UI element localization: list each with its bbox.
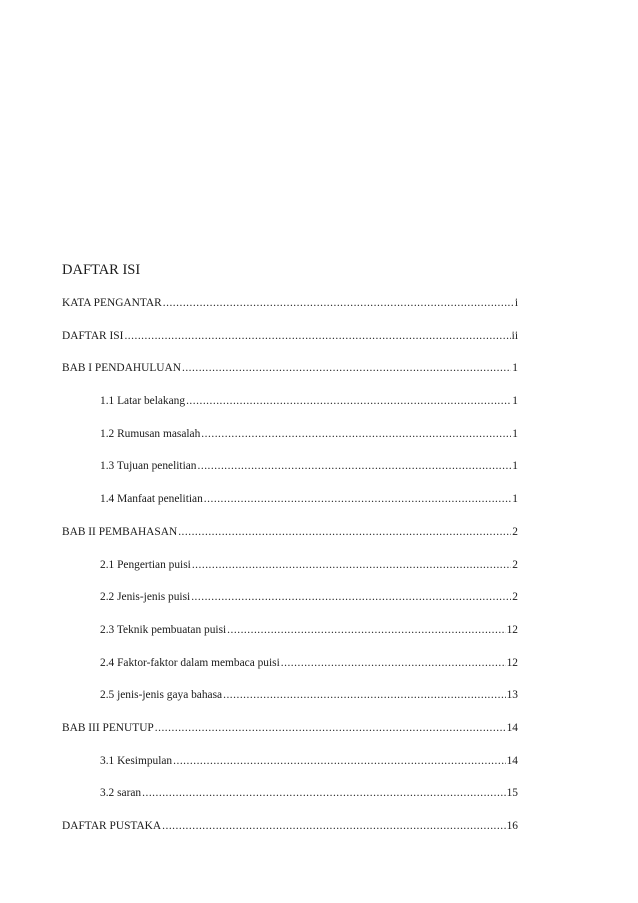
dot-leader	[198, 460, 512, 472]
toc-subentry	[62, 428, 518, 461]
dot-leader	[163, 297, 514, 309]
toc-subentry	[62, 395, 518, 428]
toc-entry	[62, 722, 518, 755]
toc-entry-label: DAFTAR ISI	[62, 329, 124, 342]
toc-entry-page: 1	[512, 395, 518, 408]
toc-entry	[62, 526, 518, 559]
toc-subentry	[62, 689, 518, 722]
dot-leader	[186, 395, 511, 407]
toc-entry	[62, 362, 518, 395]
toc-entry	[62, 330, 518, 363]
dot-leader	[201, 428, 511, 440]
table-of-contents	[62, 297, 518, 853]
toc-entry-page: i	[514, 297, 518, 309]
dot-leader	[204, 493, 512, 505]
toc-entry-label: 2.4 Faktor-faktor dalam membaca puisi	[100, 656, 280, 669]
toc-entry-label: 1.3 Tujuan penelitian	[100, 460, 197, 473]
dot-leader	[142, 787, 505, 799]
toc-entry-page: 15	[506, 787, 518, 800]
toc-entry-page: 14	[506, 721, 518, 734]
toc-entry-page: 12	[506, 656, 518, 669]
toc-entry-label: KATA PENGANTAR	[62, 297, 162, 309]
toc-subentry	[62, 460, 518, 493]
page-title: DAFTAR ISI	[62, 262, 141, 278]
toc-subentry	[62, 559, 518, 592]
dot-leader	[223, 689, 506, 701]
toc-entry-label: 1.4 Manfaat penelitian	[100, 493, 203, 506]
dot-leader	[155, 722, 506, 734]
toc-entry-label: BAB I PENDAHULUAN	[62, 362, 181, 375]
toc-subentry	[62, 624, 518, 657]
dot-leader	[178, 526, 511, 538]
dot-leader	[162, 820, 505, 832]
toc-entry-page: 2	[512, 558, 518, 571]
toc-entry-label: 3.2 saran	[100, 787, 142, 800]
toc-entry-page: 1	[512, 362, 518, 375]
toc-entry-page: 2	[512, 525, 518, 538]
toc-entry-page: 1	[512, 493, 518, 506]
toc-entry-page: 12	[506, 623, 518, 636]
toc-entry-label: BAB II PEMBAHASAN	[62, 525, 178, 538]
toc-entry-label: 2.1 Pengertian puisi	[100, 558, 191, 571]
dot-leader	[281, 657, 506, 669]
toc-entry	[62, 297, 518, 330]
toc-entry-label: 3.1 Kesimpulan	[100, 754, 173, 767]
toc-entry-page: ii	[511, 329, 518, 342]
dot-leader	[124, 330, 510, 342]
toc-entry-label: 1.1 Latar belakang	[100, 395, 186, 408]
toc-subentry	[62, 657, 518, 690]
toc-entry-page: 2	[512, 591, 518, 604]
toc-entry-label: 2.5 jenis-jenis gaya bahasa	[100, 689, 223, 702]
toc-entry-page: 14	[506, 754, 518, 767]
toc-entry-label: DAFTAR PUSTAKA	[62, 820, 162, 832]
toc-entry-label: BAB III PENUTUP	[62, 721, 154, 734]
dot-leader	[191, 591, 511, 603]
toc-entry-label: 1.2 Rumusan masalah	[100, 427, 201, 440]
dot-leader	[182, 362, 511, 374]
toc-subentry	[62, 787, 518, 820]
toc-subentry	[62, 755, 518, 788]
toc-entry-page: 13	[506, 689, 518, 702]
dot-leader	[192, 559, 511, 571]
toc-entry-label: 2.3 Teknik pembuatan puisi	[100, 623, 227, 636]
toc-entry-page: 16	[506, 820, 518, 832]
toc-subentry	[62, 591, 518, 624]
toc-entry-page: 1	[512, 460, 518, 473]
toc-subentry	[62, 493, 518, 526]
toc-entry-page: 1	[512, 427, 518, 440]
toc-entry	[62, 820, 518, 853]
dot-leader	[227, 624, 505, 636]
toc-entry-label: 2.2 Jenis-jenis puisi	[100, 591, 191, 604]
dot-leader	[173, 755, 505, 767]
